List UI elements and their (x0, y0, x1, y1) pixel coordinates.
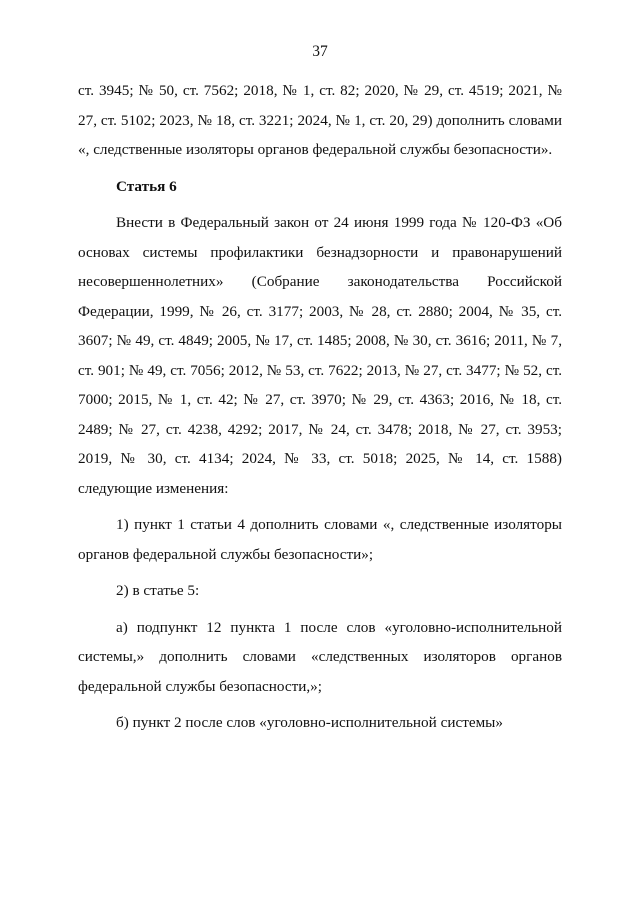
paragraph-item-2: 2) в статье 5: (116, 582, 200, 599)
article-heading: Статья 6 (116, 177, 177, 195)
paragraph-subitem-b: б) пункт 2 после слов «уголовно-исполнительной системы» (116, 714, 503, 731)
paragraph-continuation: ст. 3945; № 50, ст. 7562; 2018, № 1, ст. 82; 2020, № 29, ст. 4519; 2021, № 27, ст. 5102; 2023, № 18, ст. 3221; 2024, № 1, ст. 20, 29) дополнить словами «, следственные изоляторы органов федеральной службы безопасности». (78, 82, 562, 158)
page-number: 37 (312, 43, 328, 60)
document-body (78, 76, 562, 738)
paragraph-article-intro: Внести в Федеральный закон от 24 июня 1999 года № 120-ФЗ «Об основах системы профилактики безнадзорности и правонарушений несовершеннолетних» (Собрание законодательства Российской Федерации, 1999, № 26, ст. 3177; 2003, № 28, ст. 2880; 2004, № 35, ст. 3607; № 49, ст. 4849; 2005, № 17, ст. 1485; 2008, № 30, ст. 3616; 2011, № 7, ст. 901; № 49, ст. 7056; 2012, № 53, ст. 7622; 2013, № 27, ст. 3477; № 52, ст. 7000; 2015, № 1, ст. 42; № 27, ст. 3970; № 29, ст. 4363; 2016, № 18, ст. 2489; № 27, ст. 4238, 4292; 2017, № 24, ст. 3478; 2018, № 27, ст. 3953; 2019, № 30, ст. 4134; 2024, № 33, ст. 5018; 2025, № 14, ст. 1588) следующие изменения: (78, 214, 562, 497)
paragraph-subitem-a: а) подпункт 12 пункта 1 после слов «уголовно-исполнительной системы,» дополнить словами «следственных изоляторов органов федеральной службы безопасности,»; (78, 618, 562, 695)
paragraph-item-1: 1) пункт 1 статьи 4 дополнить словами «, следственные изоляторы органов федеральной службы безопасности»; (78, 516, 562, 563)
